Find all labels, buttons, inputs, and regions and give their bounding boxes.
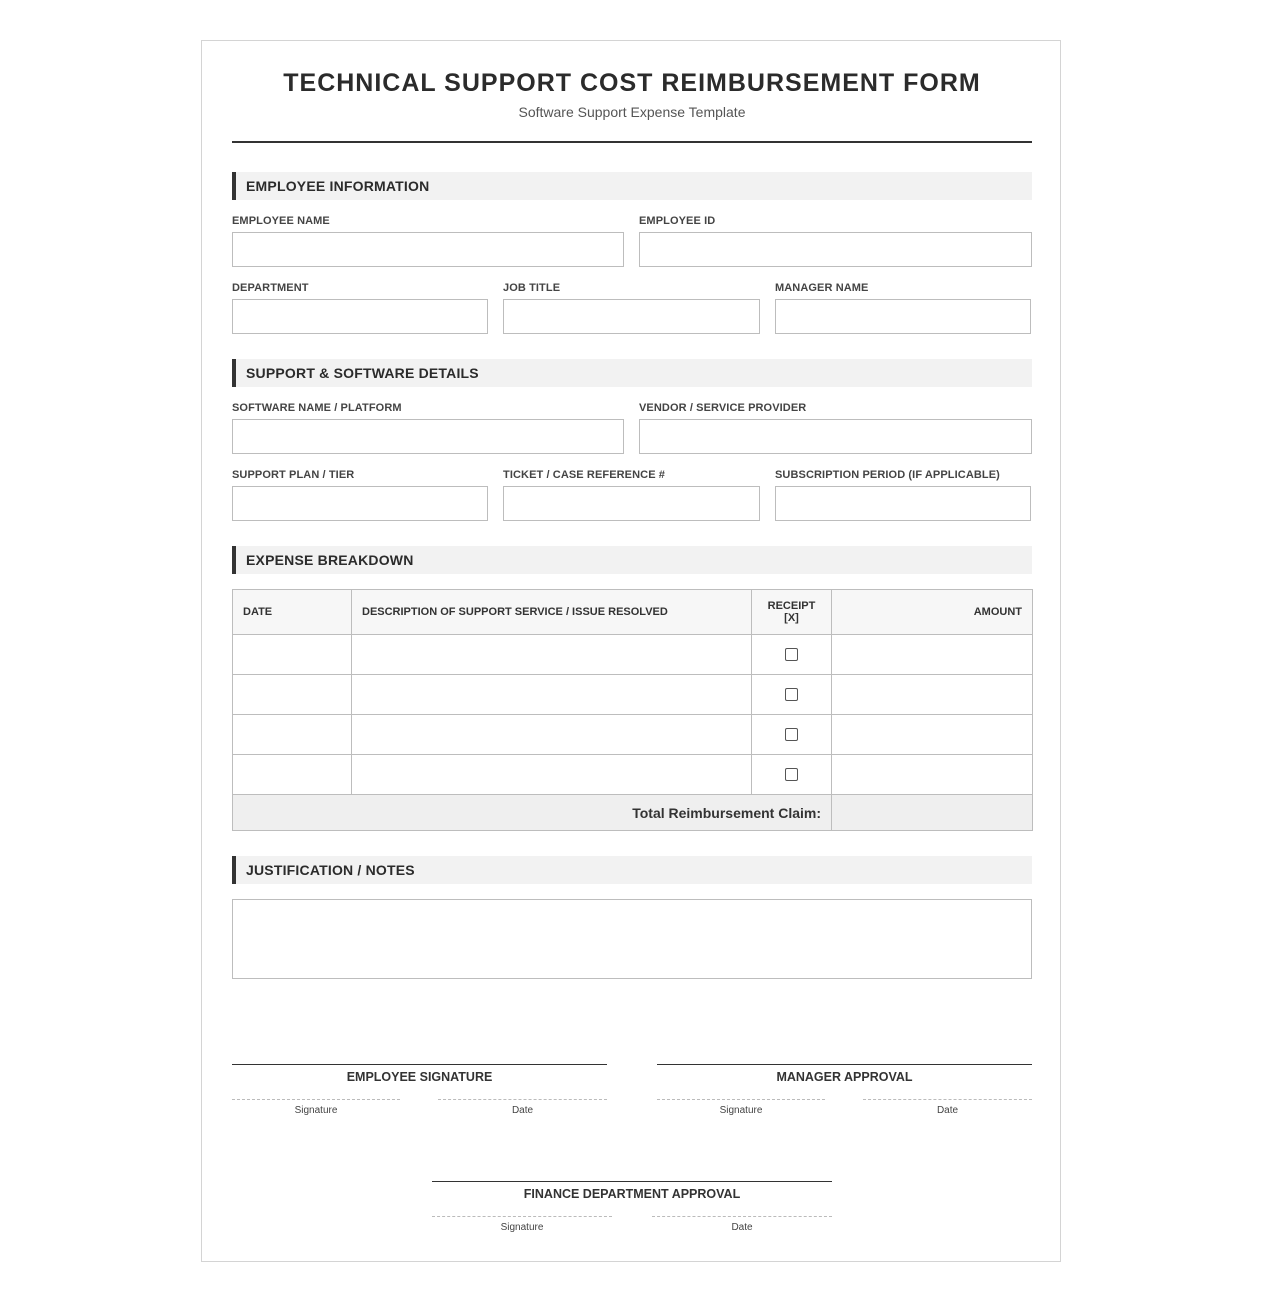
ticket-reference-field[interactable]: [503, 486, 760, 521]
title-divider: [232, 141, 1032, 143]
employee-id-field[interactable]: [639, 232, 1032, 267]
section-title: EMPLOYEE INFORMATION: [246, 178, 430, 194]
finance-approval-title: FINANCE DEPARTMENT APPROVAL: [523, 1187, 741, 1201]
total-row: [233, 795, 1033, 831]
ticket-reference-label: TICKET / CASE REFERENCE #: [503, 469, 666, 481]
software-name-label: SOFTWARE NAME / PLATFORM: [232, 402, 402, 414]
expense-table: [232, 589, 1033, 831]
description-cell[interactable]: [352, 755, 752, 795]
manager-date-field[interactable]: [863, 1099, 1032, 1100]
vendor-field[interactable]: [639, 419, 1032, 454]
date-cell[interactable]: [233, 755, 352, 795]
employee-signature-field[interactable]: [232, 1099, 400, 1100]
description-cell[interactable]: [352, 715, 752, 755]
amount-cell[interactable]: [832, 755, 1033, 795]
receipt-cell: [752, 635, 832, 675]
table-row: [233, 755, 1033, 795]
employee-name-field[interactable]: [232, 232, 624, 267]
manager-signature-field[interactable]: [657, 1099, 825, 1100]
amount-cell[interactable]: [832, 715, 1033, 755]
support-plan-label: SUPPORT PLAN / TIER: [232, 469, 355, 481]
employee-date-field[interactable]: [438, 1099, 607, 1100]
description-cell[interactable]: [352, 635, 752, 675]
subscription-period-label: SUBSCRIPTION PERIOD (IF APPLICABLE): [775, 469, 1000, 481]
subscription-period-field[interactable]: [775, 486, 1031, 521]
justification-notes-field[interactable]: [232, 899, 1032, 979]
amount-column-header: AMOUNT: [832, 590, 1033, 635]
section-employee-information: [232, 172, 1032, 200]
support-plan-field[interactable]: [232, 486, 488, 521]
form-subtitle: Software Support Expense Template: [518, 104, 746, 120]
finance-date-field[interactable]: [652, 1216, 832, 1217]
finance-signature-field[interactable]: [432, 1216, 612, 1217]
finance-date-caption: Date: [731, 1222, 753, 1233]
employee-signature-block: [232, 1064, 607, 1124]
section-title: EXPENSE BREAKDOWN: [246, 552, 414, 568]
receipt-header-line2: [X]: [784, 612, 799, 624]
date-cell[interactable]: [233, 635, 352, 675]
receipt-checkbox[interactable]: [785, 648, 798, 661]
date-cell[interactable]: [233, 675, 352, 715]
manager-name-field[interactable]: [775, 299, 1031, 334]
section-title: SUPPORT & SOFTWARE DETAILS: [246, 365, 479, 381]
section-justification-notes: [232, 856, 1032, 884]
finance-signature-caption: Signature: [500, 1222, 544, 1233]
manager-approval-title: MANAGER APPROVAL: [776, 1070, 913, 1084]
employee-signature-title: EMPLOYEE SIGNATURE: [346, 1070, 493, 1084]
table-row: [233, 675, 1033, 715]
table-row: [233, 715, 1033, 755]
table-row: [233, 635, 1033, 675]
job-title-field[interactable]: [503, 299, 760, 334]
table-header-row: [233, 590, 1033, 635]
department-field[interactable]: [232, 299, 488, 334]
employee-date-caption: Date: [511, 1105, 534, 1116]
total-amount-cell[interactable]: [832, 795, 1033, 831]
description-column-header: DESCRIPTION OF SUPPORT SERVICE / ISSUE RESOLVED: [352, 590, 752, 635]
job-title-label: JOB TITLE: [503, 282, 561, 294]
receipt-checkbox[interactable]: [785, 768, 798, 781]
manager-date-caption: Date: [936, 1105, 959, 1116]
employee-signature-caption: Signature: [294, 1105, 338, 1116]
receipt-cell: [752, 715, 832, 755]
receipt-header-line1: RECEIPT: [767, 600, 816, 612]
receipt-cell: [752, 755, 832, 795]
signature-line: [232, 1064, 607, 1065]
description-cell[interactable]: [352, 675, 752, 715]
receipt-column-header: [752, 590, 832, 635]
date-column-header: DATE: [233, 590, 352, 635]
section-support-software-details: [232, 359, 1032, 387]
receipt-checkbox[interactable]: [785, 728, 798, 741]
receipt-cell: [752, 675, 832, 715]
form-title: TECHNICAL SUPPORT COST REIMBURSEMENT FORM: [283, 69, 981, 97]
manager-approval-block: [657, 1064, 1032, 1124]
section-expense-breakdown: [232, 546, 1032, 574]
date-cell[interactable]: [233, 715, 352, 755]
total-label: Total Reimbursement Claim:: [233, 795, 832, 831]
amount-cell[interactable]: [832, 675, 1033, 715]
section-title: JUSTIFICATION / NOTES: [246, 862, 415, 878]
vendor-label: VENDOR / SERVICE PROVIDER: [639, 402, 807, 414]
manager-signature-caption: Signature: [719, 1105, 763, 1116]
form-page: [201, 40, 1061, 1262]
receipt-checkbox[interactable]: [785, 688, 798, 701]
employee-id-label: EMPLOYEE ID: [639, 215, 716, 227]
signature-line: [432, 1181, 832, 1182]
manager-name-label: MANAGER NAME: [775, 282, 869, 294]
amount-cell[interactable]: [832, 635, 1033, 675]
department-label: DEPARTMENT: [232, 282, 309, 294]
software-name-field[interactable]: [232, 419, 624, 454]
employee-name-label: EMPLOYEE NAME: [232, 215, 330, 227]
signature-line: [657, 1064, 1032, 1065]
finance-approval-block: [432, 1181, 832, 1241]
